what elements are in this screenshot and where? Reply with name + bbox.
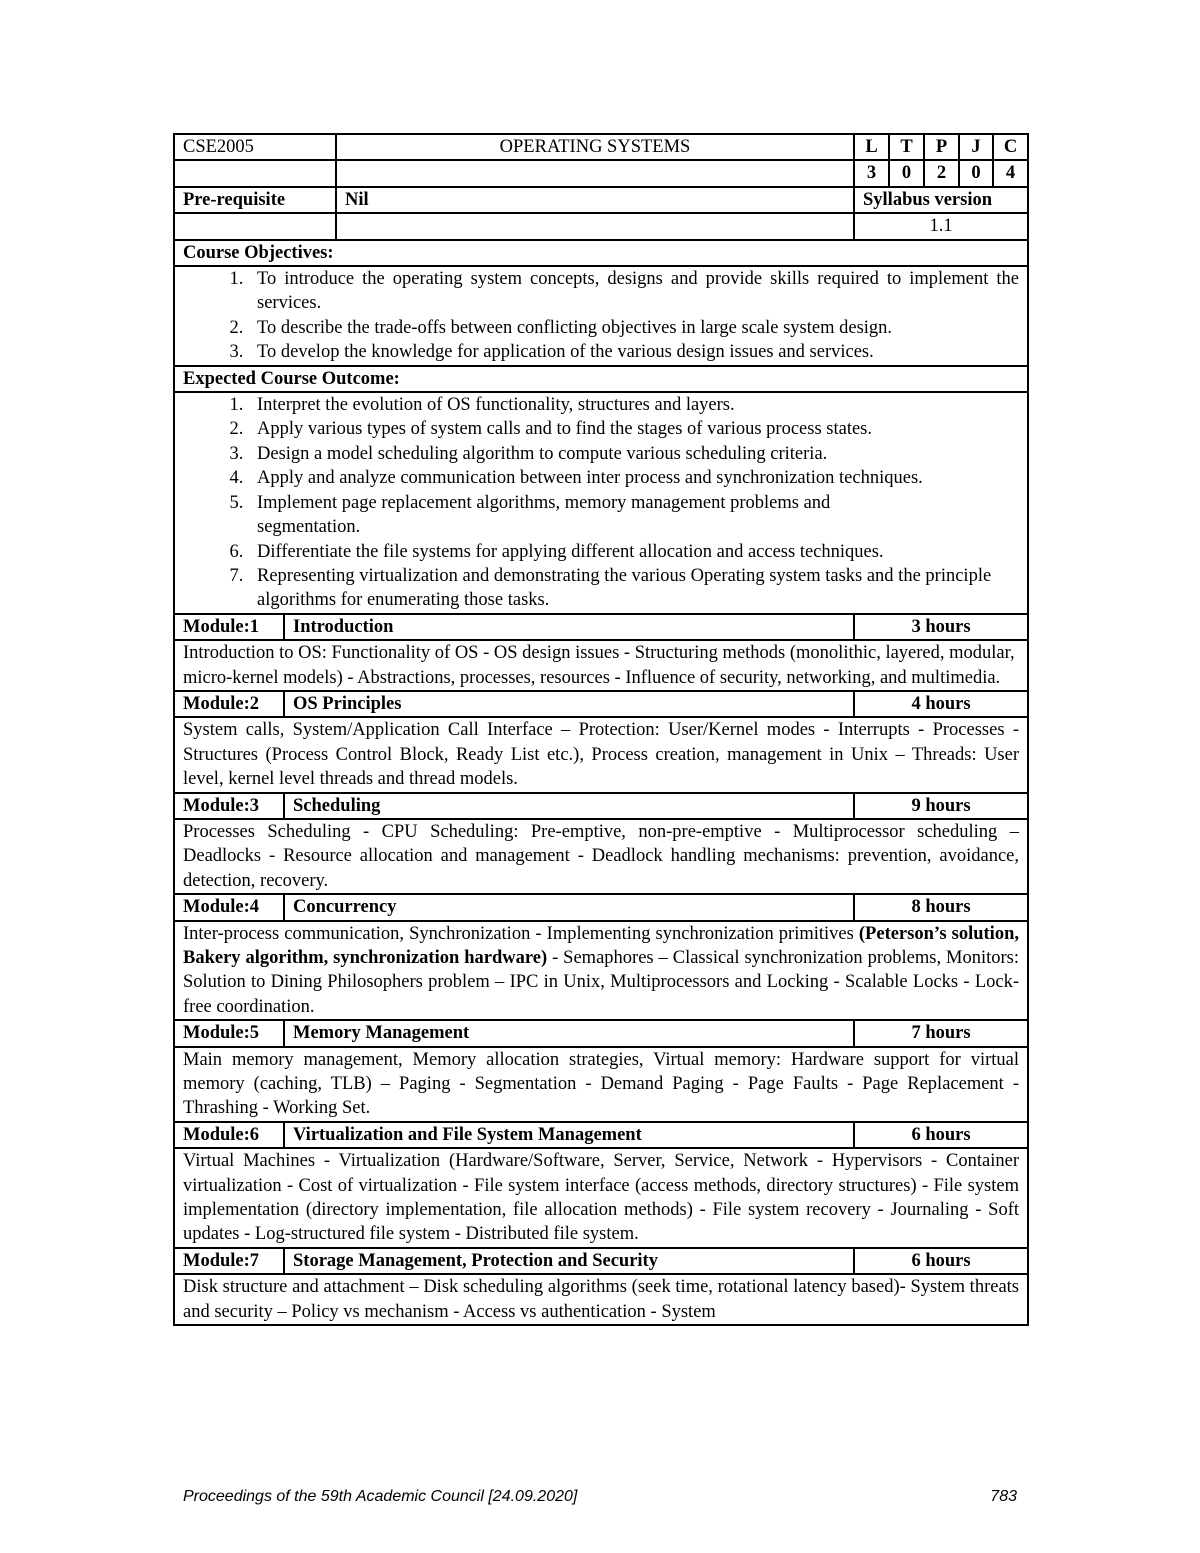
ltpjc-label: P <box>924 134 959 160</box>
ltpjc-label: C <box>993 134 1028 160</box>
empty-cell <box>174 160 336 186</box>
module-number: Module:3 <box>174 793 284 819</box>
module-body-emphasis: (Peterson’s solution, Bakery algorithm, synchronization hardware) <box>183 923 1019 968</box>
outcome-item: 5. Implement page replacement algorithms, memory management problems and segmentation. <box>248 491 1019 540</box>
module-title: Introduction <box>284 614 854 640</box>
ltpjc-value: 0 <box>889 160 924 186</box>
module-number: Module:4 <box>174 894 284 920</box>
outcome-item: 2. Apply various types of system calls and to find the stages of various process states. <box>248 417 1019 441</box>
module-body: Introduction to OS: Functionality of OS - OS design issues - Structuring methods (monolithic, layered, modular, micro-kernel models) - Abstractions, processes, resources - Influence of security, networking, and multimedia. <box>174 640 1028 691</box>
ltpjc-label: J <box>959 134 993 160</box>
module-body: Virtual Machines - Virtualization (Hardware/Software, Server, Service, Network - Hypervisors - Container virtualization - Cost of virtualization - File system interface (access methods, directory structures) - File system implementation (directory implementation, file allocation methods) - File system recovery - Journaling - Soft updates - Log-structured file system - Distributed file system. <box>174 1148 1028 1248</box>
outcomes-list <box>183 393 1019 613</box>
outcomes-body <box>174 392 1028 614</box>
footer-text: Proceedings of the 59th Academic Council [24.09.2020] <box>183 1488 578 1505</box>
outcome-item: 3. Design a model scheduling algorithm to compute various scheduling criteria. <box>248 442 1019 466</box>
module-body: System calls, System/Application Call Interface – Protection: User/Kernel modes - Interrupts - Processes - Structures (Process Control Block, Ready List etc.), Process creation, management in Unix – Threads: User level, kernel level threads and thread models. <box>174 717 1028 792</box>
ltpjc-value: 0 <box>959 160 993 186</box>
objectives-heading: Course Objectives: <box>174 240 1028 266</box>
prerequisite-label: Pre-requisite <box>174 187 336 213</box>
syllabus-table <box>173 133 1029 1326</box>
module-number: Module:5 <box>174 1020 284 1046</box>
outcome-item: 4. Apply and analyze communication between inter process and synchronization techniques. <box>248 466 1019 490</box>
objectives-list <box>183 267 1019 365</box>
ltpjc-value: 4 <box>993 160 1028 186</box>
page-footer <box>183 1488 1017 1506</box>
objective-item: 3. To develop the knowledge for application of the various design issues and services. <box>248 340 1019 364</box>
module-hours: 7 hours <box>854 1020 1028 1046</box>
objectives-body <box>174 266 1028 366</box>
ltpjc-value: 3 <box>854 160 889 186</box>
page-number: 783 <box>990 1488 1017 1505</box>
module-title: Scheduling <box>284 793 854 819</box>
module-hours: 6 hours <box>854 1248 1028 1274</box>
module-hours: 8 hours <box>854 894 1028 920</box>
outcome-item: 7. Representing virtualization and demonstrating the various Operating system tasks and the principle algorithms for enumerating those tasks. <box>248 564 1019 613</box>
module-body-text: - Semaphores – Classical synchronization problems, Monitors: Solution to Dining Philosophers problem – IPC in Unix, Multiprocessors and Locking - Scalable Locks - Lock-free coordination. <box>183 948 1019 1017</box>
module-number: Module:2 <box>174 691 284 717</box>
module-body: Processes Scheduling - CPU Scheduling: Pre-emptive, non-pre-emptive - Multiprocessor scheduling – Deadlocks - Resource allocation and management - Deadlock handling mechanisms: prevention, avoidance, detection, recovery. <box>174 819 1028 894</box>
module-title: OS Principles <box>284 691 854 717</box>
outcome-item: 6. Differentiate the file systems for applying different allocation and access techniques. <box>248 540 1019 564</box>
ltpjc-label: L <box>854 134 889 160</box>
module-title: Storage Management, Protection and Security <box>284 1248 854 1274</box>
module-body: Main memory management, Memory allocation strategies, Virtual memory: Hardware support for virtual memory (caching, TLB) – Paging - Segmentation - Demand Paging - Page Faults - Page Replacement -Thrashing - Working Set. <box>174 1047 1028 1122</box>
module-title: Memory Management <box>284 1020 854 1046</box>
outcome-item: 1. Interpret the evolution of OS functionality, structures and layers. <box>248 393 1019 417</box>
module-hours: 3 hours <box>854 614 1028 640</box>
syllabus-version-label: Syllabus version <box>854 187 1028 213</box>
course-code: CSE2005 <box>174 134 336 160</box>
syllabus-version-value: 1.1 <box>854 213 1028 239</box>
module-number: Module:7 <box>174 1248 284 1274</box>
prerequisite-value: Nil <box>336 187 854 213</box>
objective-item: 2. To describe the trade-offs between conflicting objectives in large scale system design. <box>248 316 1019 340</box>
empty-cell <box>174 213 336 239</box>
module-title: Concurrency <box>284 894 854 920</box>
empty-cell <box>336 213 854 239</box>
empty-cell <box>336 160 854 186</box>
module-title: Virtualization and File System Management <box>284 1122 854 1148</box>
course-title: OPERATING SYSTEMS <box>336 134 854 160</box>
module-number: Module:6 <box>174 1122 284 1148</box>
ltpjc-value: 2 <box>924 160 959 186</box>
module-body <box>174 921 1028 1021</box>
module-hours: 6 hours <box>854 1122 1028 1148</box>
module-hours: 4 hours <box>854 691 1028 717</box>
outcomes-heading: Expected Course Outcome: <box>174 366 1028 392</box>
module-body: Disk structure and attachment – Disk scheduling algorithms (seek time, rotational latency based)- System threats and security – Policy vs mechanism - Access vs authentication - System <box>174 1274 1028 1325</box>
module-number: Module:1 <box>174 614 284 640</box>
ltpjc-label: T <box>889 134 924 160</box>
objective-item: 1. To introduce the operating system concepts, designs and provide skills required to implement the services. <box>248 267 1019 316</box>
module-body-text: Inter-process communication, Synchronization - Implementing synchronization primitives <box>183 923 859 944</box>
module-hours: 9 hours <box>854 793 1028 819</box>
